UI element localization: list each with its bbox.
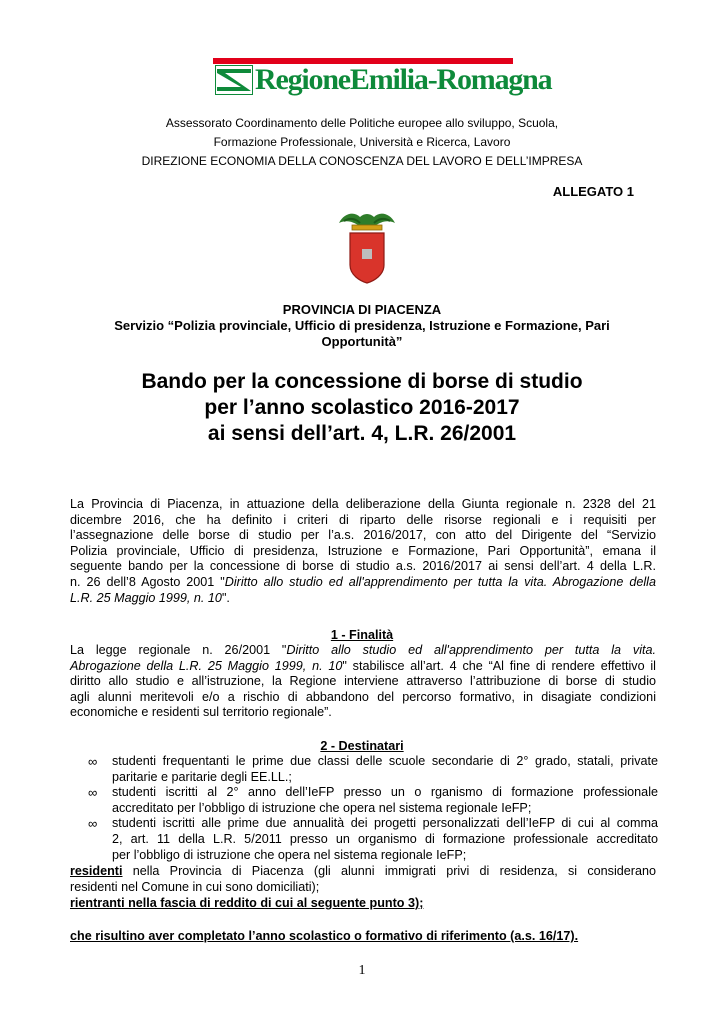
header-line-1: Assessorato Coordinamento delle Politiche europee allo sviluppo, Scuola,: [165, 116, 559, 130]
list-item-line: accreditato per l’obbligo di istruzione che opera nel sistema regionale IeFP;: [112, 800, 532, 815]
infinity-bullet-icon: ∞: [88, 816, 98, 832]
intro-text: ".: [221, 590, 230, 605]
law-title-italic: L.R. 25 Maggio 1999, n. 10: [70, 590, 222, 605]
s1-line: [70, 659, 656, 675]
logo-text: RegioneEmilia-Romagna: [255, 63, 552, 96]
recipients-list: [88, 754, 658, 863]
header-line-3: DIREZIONE ECONOMIA DELLA CONOSCENZA DEL LAVORO E DELL’IMPRESA: [141, 154, 583, 168]
intro-line: [70, 591, 656, 607]
s1-text: " stabilisce all’art. 4 che “Al fine di rendere effettivo il: [342, 658, 656, 673]
intro-text: n. 26 dell’8 Agosto 2001 ": [70, 574, 225, 589]
law-title-italic: Diritto allo studio ed all'apprendimento per tutta la vita.: [286, 643, 656, 657]
section-2-heading: 2 - Destinatari: [320, 739, 404, 753]
list-item-line: studenti iscritti alle prime due annualità dei progetti personalizzati dell’IeFP di cui al comma: [112, 816, 658, 831]
list-item-line: per l’obbligo di istruzione che opera nel sistema regionale IeFP;: [112, 847, 467, 862]
s1-line: agli alunni meritevoli e/o a rischio di abbandono del percorso formativo, in disagiate condizioni: [70, 689, 656, 704]
intro-line: Polizia provinciale, Ufficio di presidenza, Istruzione e Formazione, Pari Opportunità”, emana il: [70, 543, 656, 558]
law-title-italic: Abrogazione della L.R. 25 Maggio 1999, n. 10: [70, 658, 343, 673]
document-title: [60, 369, 664, 447]
intro-line: dicembre 2016, che ha definito i criteri di riparto delle risorse regionali e i requisiti per: [70, 512, 656, 527]
residenti-keyword: residenti: [70, 864, 123, 878]
title-line-3: ai sensi dell’art. 4, L.R. 26/2001: [207, 422, 517, 445]
list-item-line: studenti iscritti al 2° anno dell’IeFP presso un o rganismo di formazione professionale: [112, 785, 658, 800]
province-name: PROVINCIA DI PIACENZA: [282, 302, 442, 317]
intro-line: [70, 575, 656, 591]
s1-line: economiche e residenti sul territorio regionale”.: [70, 705, 332, 720]
list-item-line: studenti frequentanti le prime due classi delle scuole secondarie di 2° grado, statali, private: [112, 754, 658, 768]
intro-line: seguente bando per la concessione di borse di studio a.s. 2016/2017 ai sensi dell’art. 4 della L.R.: [70, 559, 656, 574]
intro-paragraph: [70, 497, 656, 606]
service-line-2: Opportunità”: [321, 334, 403, 349]
s1-line: diritto allo studio e all’istruzione, la Regione interviene attraverso l’attribuzione di borse di studio: [70, 674, 656, 689]
residence-text: nella Provincia di Piacenza (gli alunni immigrati privi di residenza, si considerano: [132, 864, 656, 878]
infinity-bullet-icon: ∞: [88, 754, 98, 769]
list-item: [88, 754, 658, 785]
section-1-paragraph: [70, 643, 656, 721]
section-1-heading: 1 - Finalità: [330, 628, 394, 642]
residence-requirement: [70, 864, 656, 895]
list-item-line: 2, art. 11 della L.R. 5/2011 presso un organismo di formazione professionale accreditato: [112, 831, 658, 846]
s1-line: [70, 643, 656, 659]
region-flag-icon: [215, 65, 253, 95]
list-item-line: paritarie e paritarie degli EE.LL.;: [112, 769, 292, 784]
title-line-2: per l’anno scolastico 2016-2017: [204, 396, 520, 419]
income-requirement: rientranti nella fascia di reddito di cui al seguente punto 3);: [70, 896, 424, 910]
allegato-label: ALLEGATO 1: [552, 184, 634, 199]
page-number: 1: [358, 963, 366, 978]
completion-requirement: che risultino aver completato l’anno scolastico o formativo di riferimento (a.s. 16/17).: [70, 929, 579, 943]
title-line-1: Bando per la concessione di borse di studio: [141, 370, 583, 393]
law-title-italic: Diritto allo studio ed all'apprendimento per tutta la vita. Abrogazione della: [224, 574, 656, 589]
intro-line: l’assegnazione delle borse di studio per l’a.s. 2016/2017, con atto del Dirigente del “Servizio: [70, 528, 656, 543]
residence-line: residenti nel Comune in cui sono domiciliati);: [70, 879, 320, 894]
service-line-1: Servizio “Polizia provinciale, Ufficio di presidenza, Istruzione e Formazione, Pari: [114, 318, 610, 333]
list-item: [88, 785, 658, 816]
piacenza-crest-icon: [336, 209, 398, 285]
residence-line: [70, 864, 656, 880]
s1-text: La legge regionale n. 26/2001 ": [70, 643, 287, 657]
region-logo: [213, 58, 552, 102]
province-block: [60, 302, 664, 350]
intro-line: La Provincia di Piacenza, in attuazione della deliberazione della Giunta regionale n. 2328 del 21: [70, 497, 656, 511]
header: [60, 114, 664, 171]
header-line-2: Formazione Professionale, Università e Ricerca, Lavoro: [213, 135, 511, 149]
list-item: [88, 816, 658, 863]
infinity-bullet-icon: ∞: [88, 785, 98, 801]
